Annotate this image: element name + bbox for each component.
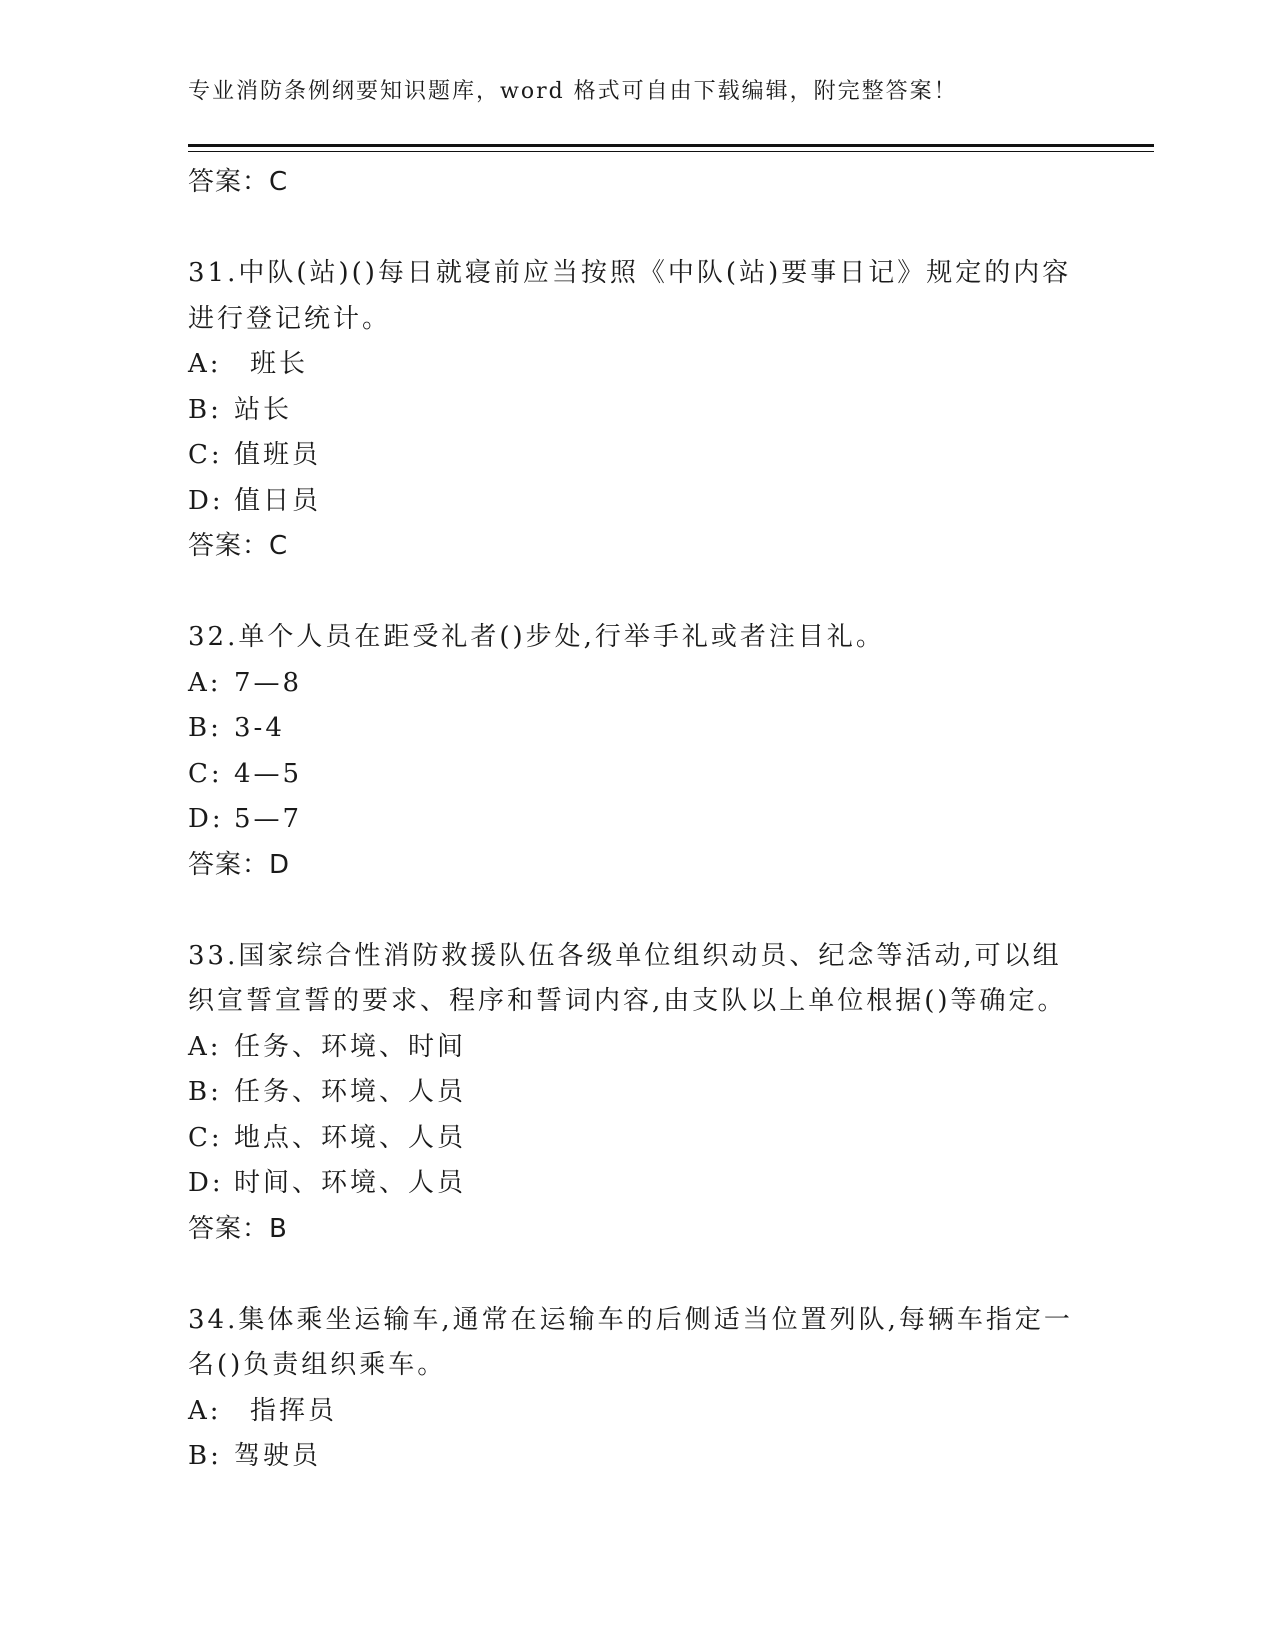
- question-32: [188, 615, 1088, 888]
- option-letter: A:: [188, 1395, 222, 1426]
- option-text: 7—8: [234, 667, 303, 698]
- header-rule-thin: [188, 151, 1154, 152]
- option-c: [188, 433, 1088, 479]
- option-text: 班长: [250, 349, 309, 379]
- option-letter: A:: [188, 667, 222, 698]
- question-text-line: 34.集体乘坐运输车,通常在运输车的后侧适当位置列队,每辆车指定一: [188, 1304, 1073, 1335]
- option-b: [188, 1434, 1088, 1480]
- option-c: [188, 752, 1088, 798]
- option-a: [188, 1389, 1088, 1435]
- option-a: [188, 1025, 1088, 1071]
- spacer: [188, 1252, 1088, 1298]
- option-text: 指挥员: [250, 1395, 338, 1426]
- question-34: [188, 1298, 1088, 1480]
- option-text: 4—5: [234, 758, 303, 789]
- question-31: [188, 251, 1088, 570]
- option-text: 时间、环境、人员: [234, 1168, 467, 1198]
- option-c: [188, 1116, 1088, 1162]
- question-33: [188, 934, 1088, 1253]
- option-b: [188, 388, 1088, 434]
- option-letter: D:: [188, 1168, 224, 1198]
- option-letter: B:: [188, 713, 222, 743]
- question-text-line: 32.单个人员在距受礼者()步处,行举手礼或者注目礼。: [188, 622, 885, 652]
- question-text-line: 31.中队(站)()每日就寝前应当按照《中队(站)要事日记》规定的内容: [188, 258, 1072, 288]
- option-text: 地点、环境、人员: [234, 1122, 467, 1153]
- option-d: [188, 479, 1088, 525]
- question-text-line: 名()负责组织乘车。: [188, 1350, 447, 1380]
- option-d: [188, 1161, 1088, 1207]
- question-text-line: 33.国家综合性消防救援队伍各级单位组织动员、纪念等活动,可以组: [188, 940, 1062, 971]
- question-text-line: 进行登记统计。: [188, 303, 392, 334]
- page-header: 专业消防条例纲要知识题库，word 格式可自由下载编辑，附完整答案！: [188, 79, 958, 104]
- option-letter: B:: [188, 1077, 222, 1107]
- option-letter: A:: [188, 1031, 222, 1062]
- spacer: [188, 206, 1088, 252]
- option-letter: C:: [188, 1122, 223, 1153]
- option-text: 值日员: [234, 485, 322, 516]
- option-letter: D:: [188, 804, 224, 834]
- option-text: 驾驶员: [234, 1441, 322, 1471]
- answer-line: 答案：B: [188, 1213, 288, 1244]
- spacer: [188, 888, 1088, 934]
- option-b: [188, 1070, 1088, 1116]
- option-letter: C:: [188, 440, 223, 470]
- option-a: [188, 661, 1088, 707]
- option-text: 3-4: [234, 713, 285, 743]
- spacer: [188, 570, 1088, 616]
- option-letter: C:: [188, 758, 223, 789]
- answer-line: 答案：C: [188, 531, 289, 561]
- previous-answer: 答案：C: [188, 167, 289, 197]
- option-d: [188, 797, 1088, 843]
- question-text-line: 织宣誓宣誓的要求、程序和誓词内容,由支队以上单位根据()等确定。: [188, 986, 1067, 1016]
- question-list: [188, 160, 1088, 1480]
- option-a: [188, 342, 1088, 388]
- option-letter: B:: [188, 394, 222, 425]
- option-text: 站长: [234, 394, 293, 425]
- header-rule-thick: [188, 144, 1154, 147]
- option-letter: D:: [188, 485, 224, 516]
- option-letter: B:: [188, 1441, 222, 1471]
- option-text: 5—7: [234, 804, 303, 834]
- option-text: 任务、环境、人员: [234, 1077, 467, 1107]
- option-text: 任务、环境、时间: [234, 1031, 467, 1062]
- answer-line: 答案：D: [188, 849, 291, 880]
- option-b: [188, 706, 1088, 752]
- option-letter: A:: [188, 349, 222, 379]
- option-text: 值班员: [234, 440, 322, 470]
